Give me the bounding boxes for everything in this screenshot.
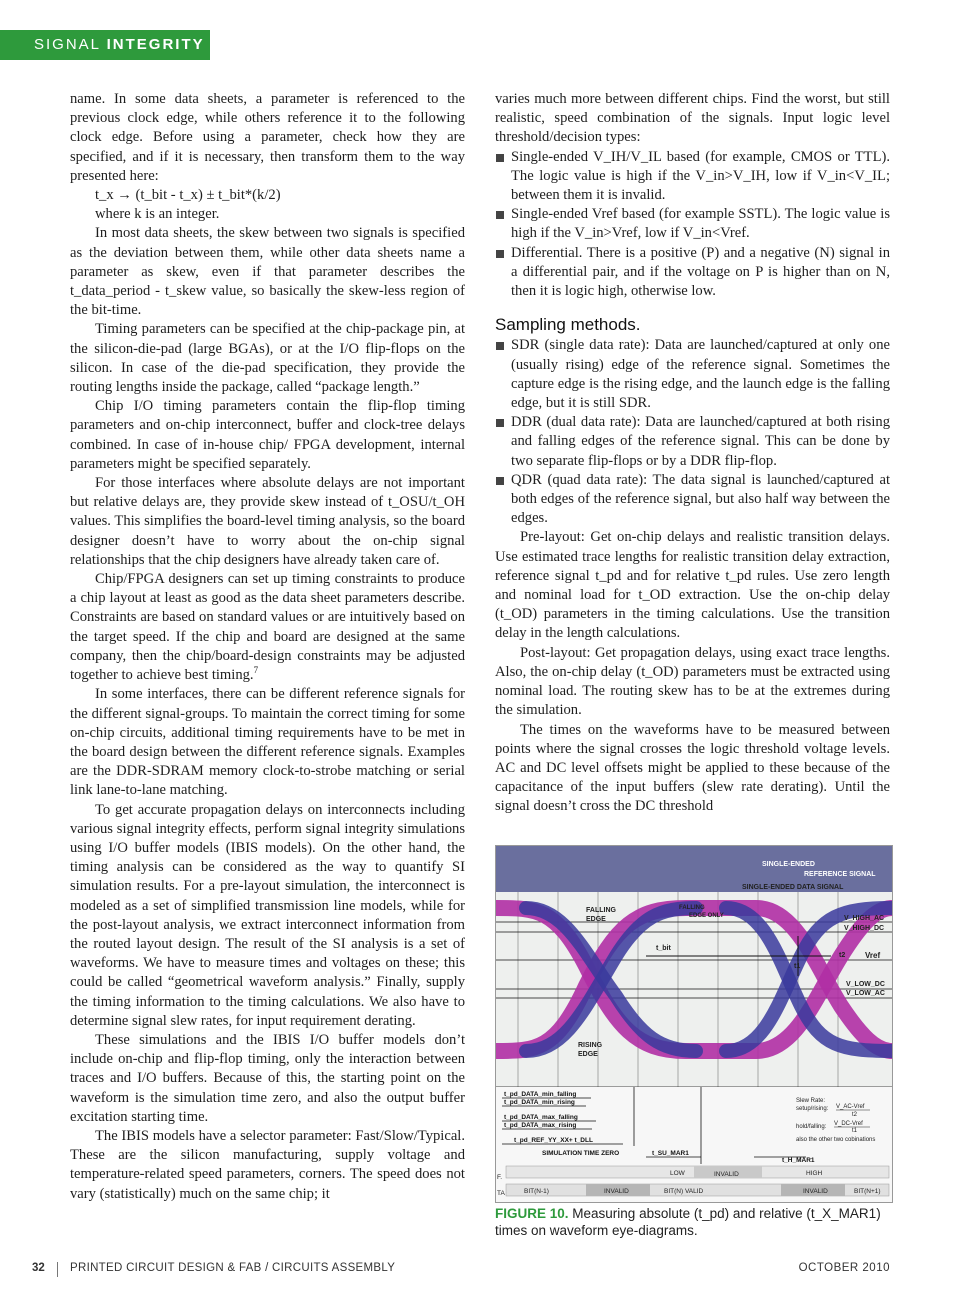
tpd-max-falling-label: t_pd_DATA_max_falling [504, 1114, 578, 1121]
bit-n-minus-1-label: BIT(N-1) [524, 1188, 549, 1195]
paragraph: For those interfaces where absolute delays are not important but relative delays are, they provide skew instead of t_OSU/t_OH values. This simplifies the board-level timing analysis, so the board designer doesn’t have to worry about the on-chip signal relationships that the chip designers have already taken care of. [70, 475, 465, 568]
formula: t_x → (t_bit - t_x) ± t_bit*(k/2) [95, 187, 281, 204]
slew-setup-label: setup/rising: [796, 1106, 829, 1112]
vref-label: Vref [865, 951, 881, 960]
paragraph: To get accurate propagation delays on interconnects including various signal integrity effects, perform signal integrity simulations using I/O buffer models (IBIS models). On the other hand, the timing analysis can be considered as the way to quantify SI simulation results. For a pre-layout simulation, the interconnect is modeled as a set of simplified transmission line models, while for the post-layout analysis, we extract interconnect information from the routed layout design. The result of the SI analysis is a set of waveforms. We have to measure times and voltages on these; this could be called “geometrical waveform analysis.” Finally, supply the timing information to the timing calculations. We also have to determine signal slew rates, for input requirement derating. [70, 801, 465, 1029]
paragraph: These simulations and the IBIS I/O buffer models don’t include on-chip and flip-flop timing, only the interaction between traces and I/O buffers. Because of this, the starting point on the waveform is the simulation time zero, and also the output buffer excitation starting time. [70, 1031, 465, 1125]
t1-label: t1 [794, 963, 801, 970]
logic-threshold-list [495, 148, 890, 302]
falling-only-label-1: FALLING [679, 905, 705, 911]
figure-eye-diagram [495, 845, 893, 1203]
t-bit-label: t_bit [656, 945, 671, 952]
section-label: SIGNAL [34, 36, 101, 53]
data-signal-label: SINGLE-ENDED DATA SIGNAL [742, 884, 844, 891]
footer-divider [57, 1262, 58, 1277]
slew-hold-label: hold/falling: [796, 1124, 827, 1130]
tpd-ref-label: t_pd_REF_YY_XX+ t_DLL [514, 1137, 593, 1144]
ref-signal-label-1: SINGLE-ENDED [762, 861, 815, 868]
row-f-label: F. [497, 1174, 503, 1181]
paragraph: Chip/FPGA designers can set up timing constraints to produce a chip layout at least as good as the data sheet parameters describe. Constraints are based on standard values or are intuitively based on the target speed. If the chip and board are designed at the same company, then the chip/board-design constraints may be adjusted together to achieve best timing.$^7$ [70, 571, 465, 684]
rising-edge-label-2: EDGE [578, 1051, 598, 1058]
slew-den-1: t2 [852, 1112, 858, 1118]
falling-edge-label-1: FALLING [586, 907, 616, 914]
section-label-bold: INTEGRITY [106, 36, 205, 53]
paragraph: name. In some data sheets, a parameter is referenced to the previous clock edge, while others reference it to the following clock edge. Before using a parameter, check how they are specified, and if it is necessary, then transform them to the way presented here: [70, 91, 465, 184]
section-tab [0, 30, 210, 60]
list-item: Single-ended Vref based (for example SSTL). The logic value is high if the V_in>Vref, low if V_in<Vref. [495, 205, 890, 243]
row-ta-label: TA [497, 1190, 505, 1197]
bit-n-valid-label: BIT(N) VALID [664, 1188, 704, 1195]
paragraph: varies much more between different chips. Find the worst, but still realistic, speed combination of the signals. Input logic level threshold/decision types: [495, 91, 890, 146]
v-low-ac-label: V_LOW_AC [846, 990, 885, 997]
v-high-dc-label: V_HIGH_DC [844, 925, 885, 932]
sampling-methods-list [495, 336, 890, 528]
t-h-label: t_H_MAR1 [782, 1157, 815, 1164]
figure-caption-text: Measuring absolute (t_pd) and relative (t_X_MAR1) times on waveform eye-diagrams. [495, 1206, 881, 1238]
paragraph: In most data sheets, the skew between two signals is specified as the deviation between them, while other data sheets name a parameter as skew, even if that parameter describes the t_data_period - t_skew value, so basically the skew-less region of the bit-time. [70, 225, 465, 319]
paragraph: Pre-layout: Get on-chip delays and realistic transition delays. Use estimated trace lengths for realistic transition delay extraction, reference signal t_pd and for relative t_pd rules. Use zero length and nominal load for t_OD extraction. Use the on-chip delay (t_OD) parameters in the timing calculations. Use the transition delay in the length calculations. [495, 529, 890, 642]
list-item: QDR (quad data rate): The data signal is launched/captured at both edges of the reference signal, but also half way between the edges. [495, 471, 890, 529]
right-column [495, 90, 890, 817]
list-item: DDR (dual data rate): Data are launched/captured at both rising and falling edges of the reference signal. This can be done by two separate flip-flops or by a DDR flip-flop. [495, 413, 890, 471]
paragraph: The times on the waveforms have to be measured between points where the signal crosses the logic threshold voltage levels. AC and DC level offsets might be applied to these because of the capacitance of the input buffers (slew rate derating). Until the signal doesn’t cross the DC threshold [495, 721, 890, 815]
issue-date: OCTOBER 2010 [798, 1262, 890, 1274]
rising-edge-label-1: RISING [578, 1042, 603, 1049]
falling-only-label-2: EDGE ONLY [689, 913, 724, 919]
right-paragraphs [495, 528, 890, 816]
paragraph: In some interfaces, there can be different reference signals for the different signal-groups. To maintain the correct timing for some on-chip circuits, additional timing requirements have to be met in the board design between the different reference signals. Examples are the DDR-SDRAM memory clock-to-strobe matching or serial link lane-to-lane matching. [70, 686, 465, 799]
footnote-ref: 7 [253, 665, 259, 676]
page-footer [0, 1262, 960, 1282]
formula: where k is an integer. [95, 206, 220, 223]
tpd-max-rising-label: t_pd_DATA_max_rising [504, 1122, 577, 1129]
invalid-mid-label: INVALID [714, 1171, 739, 1178]
tpd-min-rising-label: t_pd_DATA_min_rising [504, 1099, 575, 1106]
t2-label: t2 [839, 952, 846, 959]
invalid-2-label: INVALID [803, 1188, 828, 1195]
paragraph: Chip I/O timing parameters contain the flip-flop timing parameters and on-chip interconnect, buffer and clock-tree delays combined. In case of in-house chip/ FPGA development, internal parameters might be specified separately. [70, 398, 465, 472]
paragraph: Post-layout: Get propagation delays, using exact trace lengths. Also, the on-chip delay (t_OD) parameters must be extracted using nominal load. The routing skew has to be at the extremes during the simulation. [495, 644, 890, 719]
v-high-ac-label: V_HIGH_AC [844, 915, 885, 922]
falling-edge-label-2: EDGE [586, 916, 606, 923]
high-label: HIGH [806, 1170, 823, 1177]
slew-rate-label: Slew Rate: [796, 1098, 826, 1104]
ref-signal-label-2: REFERENCE SIGNAL [804, 871, 876, 878]
slew-num-2: V_DC-Vref [834, 1121, 863, 1127]
low-label: LOW [670, 1170, 685, 1177]
bit-n-plus-1-label: BIT(N+1) [854, 1188, 881, 1195]
t-su-label: t_SU_MAR1 [652, 1150, 689, 1157]
magazine-title: PRINTED CIRCUIT DESIGN & FAB / CIRCUITS ASSEMBLY [70, 1262, 396, 1274]
eye-diagram-svg [496, 846, 892, 1202]
section-heading: Sampling methods. [495, 315, 641, 335]
list-item: Single-ended V_IH/V_IL based (for example, CMOS or TTL). The logic value is high if the V_in>V_IH, low if V_in<V_IL; between them it is invalid. [495, 148, 890, 206]
paragraph: The IBIS models have a selector parameter: Fast/Slow/Typical. These are the silicon manufacturing, supply voltage and temperature-related speed parameters, corners. The speed does not vary (statistically) much on the same chip; it [70, 1127, 465, 1202]
slew-den-2: t1 [852, 1128, 858, 1134]
slew-other-label: also the other two cobinations [796, 1137, 876, 1143]
invalid-1-label: INVALID [604, 1188, 629, 1195]
list-item: Differential. There is a positive (P) and a negative (N) signal in a differential pair, and if the voltage on P is higher than on N, then it is logic high, otherwise low. [495, 244, 890, 302]
sim-time-zero-label: SIMULATION TIME ZERO [542, 1150, 620, 1157]
slew-num-1: V_AC-Vref [836, 1104, 865, 1110]
figure-label: FIGURE 10. [495, 1206, 569, 1221]
list-item: SDR (single data rate): Data are launched/captured at only one (usually rising) edge of the reference signal. Sometimes the capture edge is the rising edge, and the launch edge is the falling edge, but it is still SDR. [495, 336, 890, 413]
v-low-dc-label: V_LOW_DC [846, 981, 885, 988]
tpd-min-falling-label: t_pd_DATA_min_falling [504, 1091, 577, 1098]
page-number: 32 [32, 1262, 45, 1274]
paragraph: Timing parameters can be specified at the chip-package pin, at the silicon-die-pad (large BGAs), or at the I/O flip-flops on the silicon. In case of the die-pad specification, they provide the routing lengths inside the package, called “package length.” [70, 321, 465, 396]
left-column [70, 90, 465, 1204]
figure-caption [495, 1205, 895, 1239]
